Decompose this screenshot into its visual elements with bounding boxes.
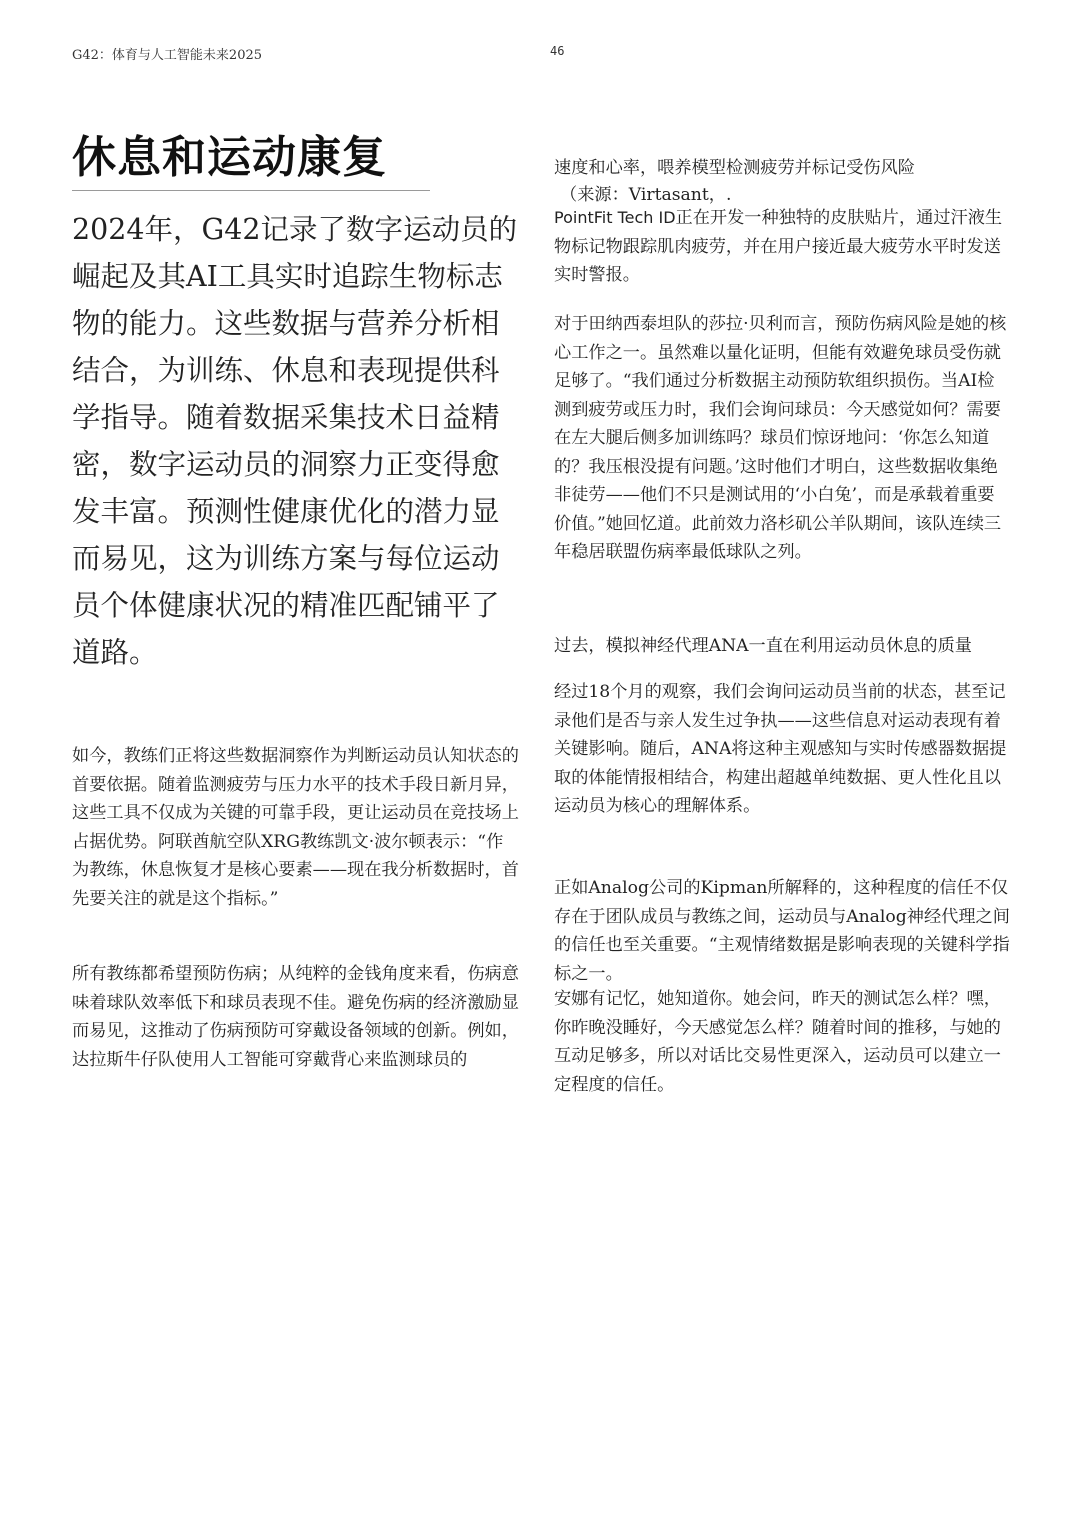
running-header: G42：体育与人工智能未来2025	[72, 48, 263, 63]
right-paragraph-1-continued: 速度和心率，喂养模型检测疲劳并标记受伤风险	[554, 158, 915, 178]
right-paragraph-2: 对于田纳西泰坦队的莎拉·贝利而言，预防伤病风险是她的核心工作之一。虽然难以量化证明，但能有效避免球员受伤就足够了。“我们通过分析数据主动预防软组织损伤。当AI检测到疲劳或压力时，我们会询问球员：今天感觉如何？需要在左大腿后侧多加训练吗？球员们惊讶地问：‘你怎么知道的？我压根没提有问题。’这时他们才明白，这些数据收集绝非徒劳——他们不只是测试用的‘小白兔’，而是承载着重要价值。”她回忆道。此前效力洛杉矶公羊队期间，该队连续三年稳居联盟伤病率最低球队之列。	[554, 314, 1007, 562]
right-paragraph-3-intro: 过去，模拟神经代理ANA一直在利用运动员休息的质量	[554, 636, 972, 656]
section-title: 休息和运动康复	[72, 128, 430, 191]
left-paragraph-2: 所有教练都希望预防伤病；从纯粹的金钱角度来看，伤病意味着球队效率低下和球员表现不佳。避免伤病的经济激励显而易见，这推动了伤病预防可穿戴设备领域的创新。例如，达拉斯牛仔队使用人工智能可穿戴背心来监测球员的	[72, 964, 519, 1070]
source-citation: （来源：Virtasant，.	[560, 185, 732, 205]
right-paragraph-4: 正如Analog公司的Kipman所解释的，这种程度的信任不仅存在于团队成员与教练之间，运动员与Analog神经代理之间的信任也至关重要。“主观情绪数据是影响表现的关键科学指标之一。	[554, 878, 1010, 984]
right-paragraph-1-text: 正在开发一种独特的皮肤贴片，通过汗液生物标记物跟踪肌肉疲劳，并在用户接近最大疲劳水平时发送实时警报。	[554, 208, 1003, 285]
brand-name: PointFit Tech ID	[554, 208, 676, 227]
left-paragraph-1: 如今，教练们正将这些数据洞察作为判断运动员认知状态的首要依据。随着监测疲劳与压力水平的技术手段日新月异，这些工具不仅成为关键的可靠手段，更让运动员在竞技场上占据优势。阿联酋航空队XRG教练凯文·波尔顿表示：“作为教练，休息恢复才是核心要素——现在我分析数据时，首先要关注的就是这个指标。”	[72, 746, 519, 909]
right-paragraph-5: 安娜有记忆，她知道你。她会问，昨天的测试怎么样？嘿，你昨晚没睡好，今天感觉怎么样？随着时间的推移，与她的互动足够多，所以对话比交易性更深入，运动员可以建立一定程度的信任。	[554, 989, 1001, 1095]
lead-paragraph: 2024年，G42记录了数字运动员的崛起及其AI工具实时追踪生物标志物的能力。这些数据与营养分析相结合，为训练、休息和表现提供科学指导。随着数据采集技术日益精密，数字运动员的洞察力正变得愈发丰富。预测性健康优化的潜力显而易见，这为训练方案与每位运动员个体健康状况的精准匹配铺平了道路。	[72, 213, 518, 669]
page-number: 46	[550, 44, 565, 58]
right-paragraph-3-body: 经过18个月的观察，我们会询问运动员当前的状态，甚至记录他们是否与亲人发生过争执——这些信息对运动表现有着关键影响。随后，ANA将这种主观感知与实时传感器数据提取的体能情报相结合，构建出超越单纯数据、更人性化且以运动员为核心的理解体系。	[554, 682, 1007, 816]
right-paragraph-1-body	[554, 204, 1010, 290]
